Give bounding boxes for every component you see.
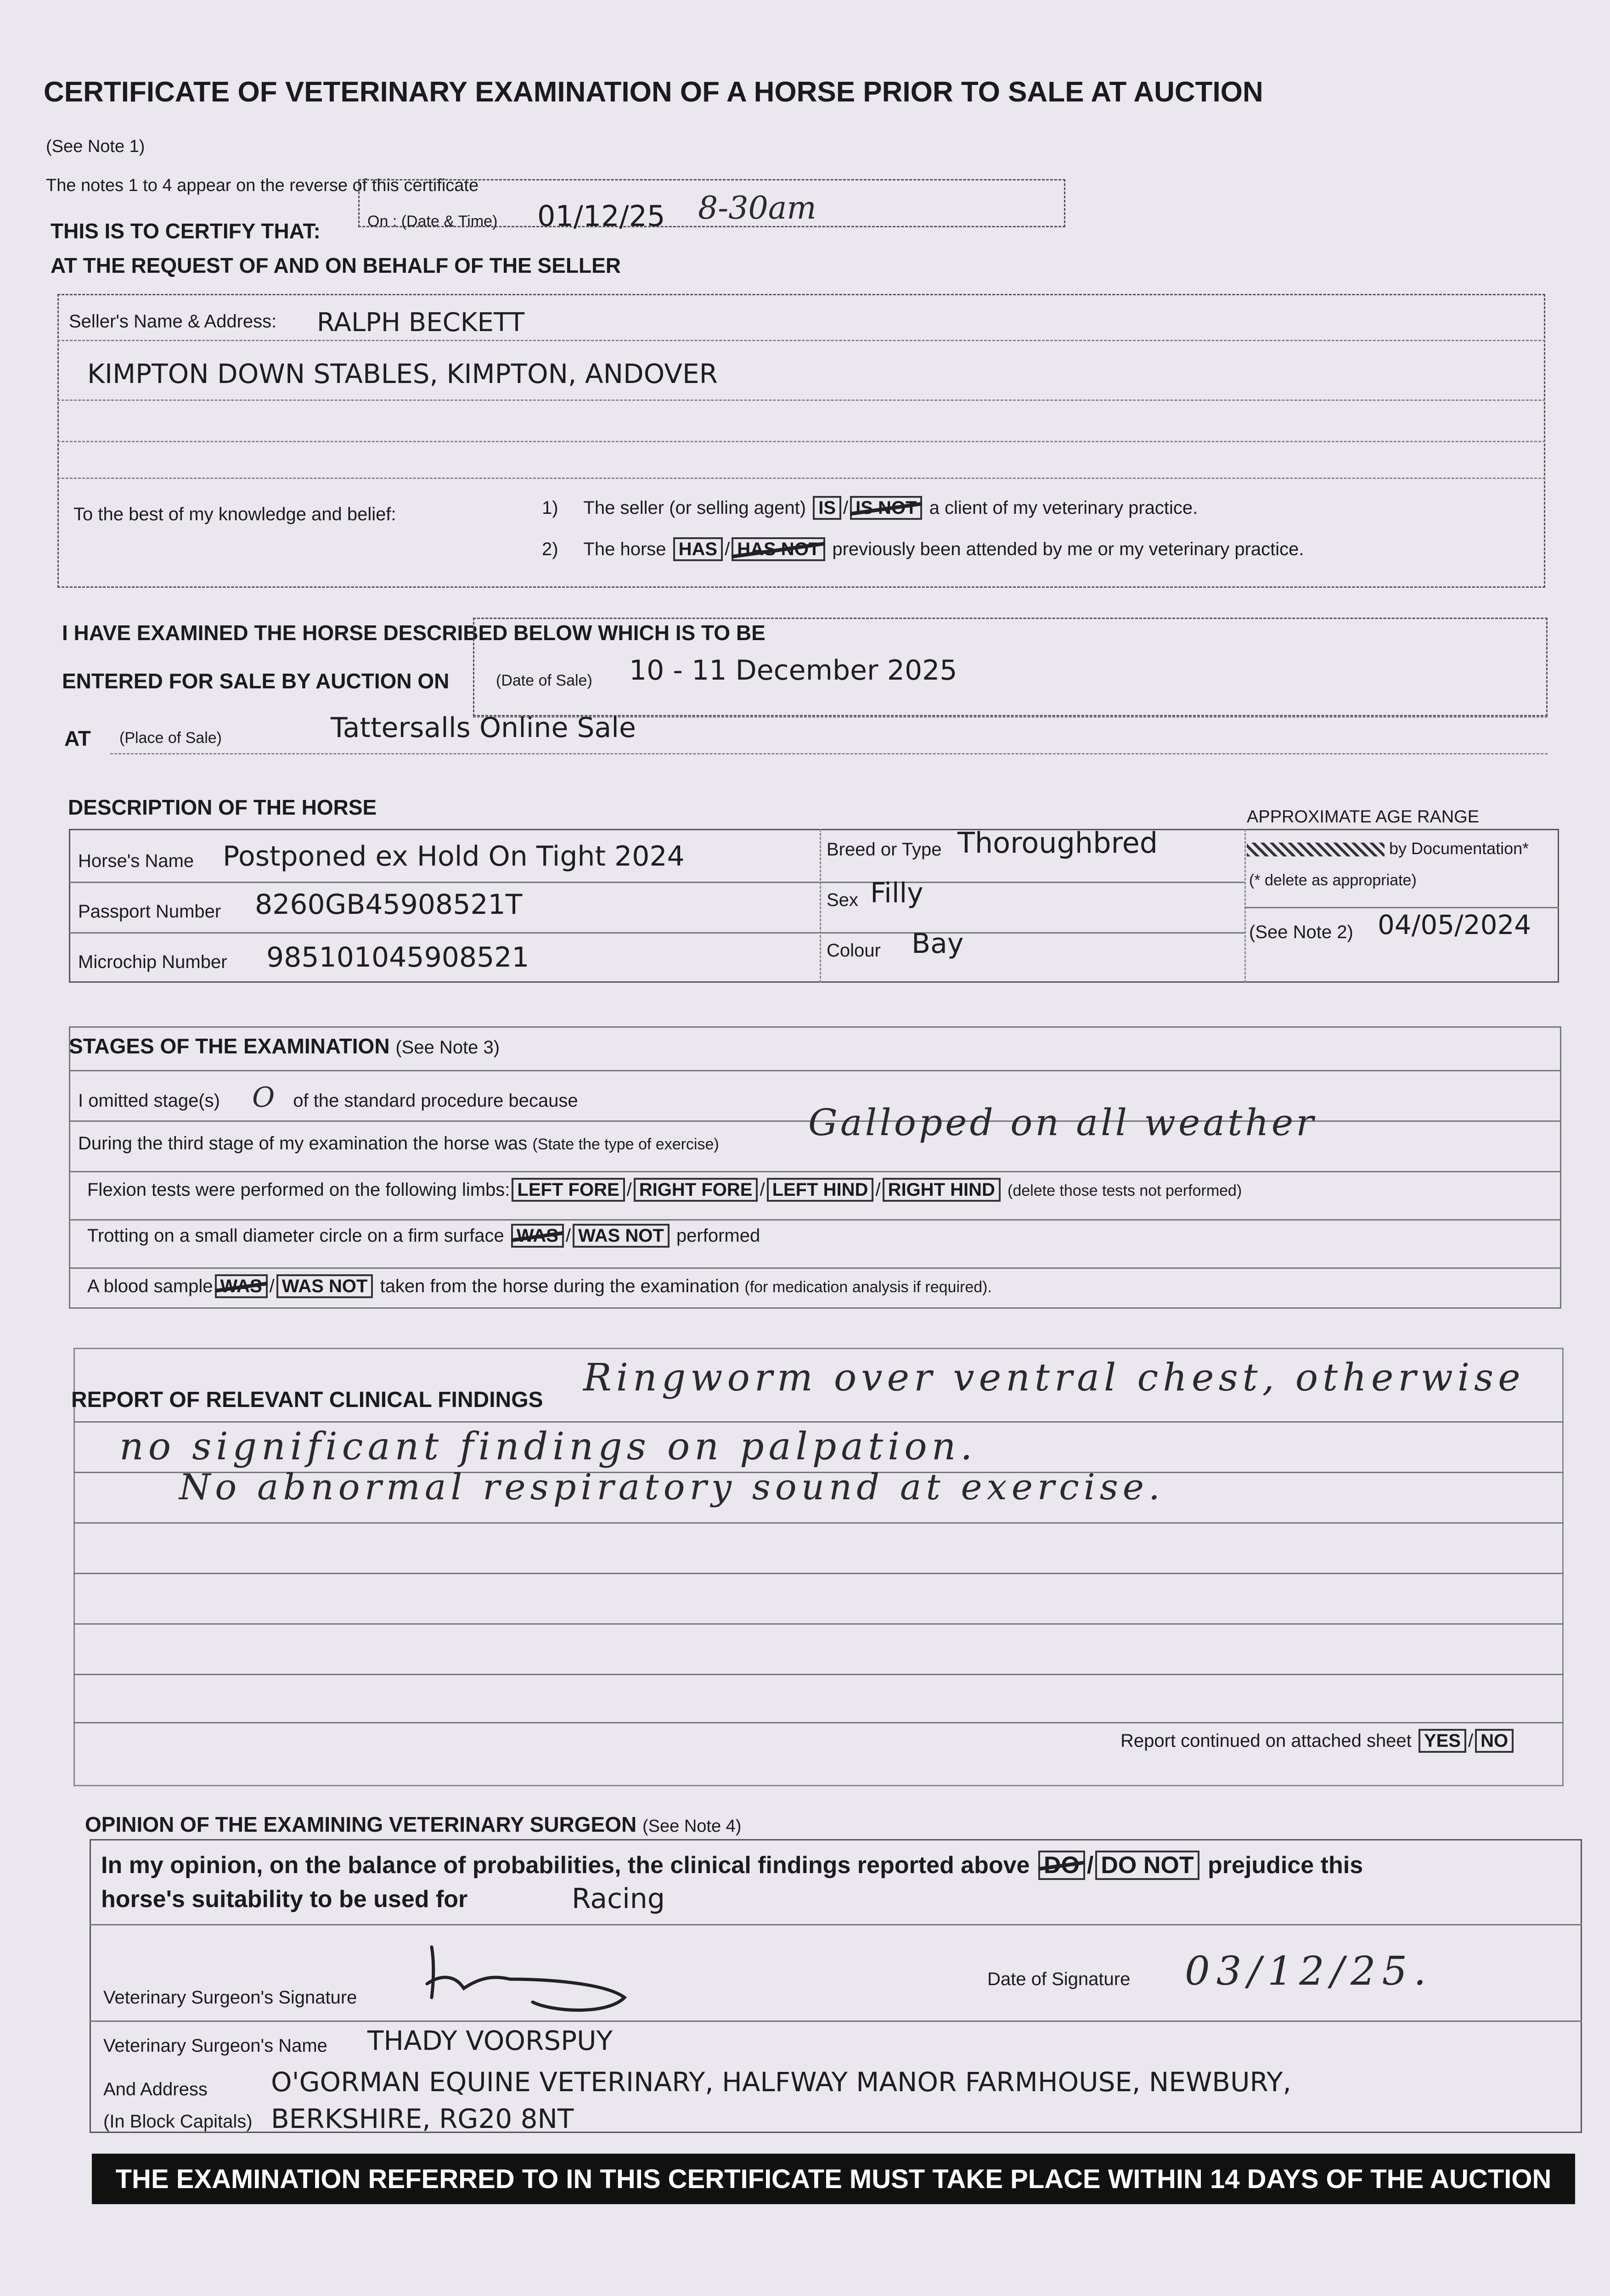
report-continued-yes: YES xyxy=(1419,1729,1466,1753)
item2-post: previously been attended by me or my veterinary practice. xyxy=(832,539,1304,559)
item2-option-has: HAS xyxy=(673,537,723,561)
report-line-2: no significant findings on palpation. xyxy=(119,1425,977,1469)
stages-line-2 xyxy=(69,1171,1561,1172)
horse-name-value: Postponed ex Hold On Tight 2024 xyxy=(223,840,685,872)
report-rule-4 xyxy=(73,1573,1564,1574)
opinion-text-post: prejudice this xyxy=(1208,1852,1363,1879)
passport-label: Passport Number xyxy=(78,901,221,922)
sex-label: Sex xyxy=(827,890,858,910)
flexion-left-hind: LEFT HIND xyxy=(767,1178,874,1202)
horse-name-label: Horse's Name xyxy=(78,851,194,871)
examined-place-value: Tattersalls Online Sale xyxy=(331,712,636,744)
report-continued-row: Report continued on attached sheet YES / NO xyxy=(1120,1729,1515,1753)
trotting-option-was-not: WAS NOT xyxy=(573,1224,670,1248)
date-sig-value: 03/12/25. xyxy=(1185,1948,1433,1994)
item2-num: 2) xyxy=(542,539,558,559)
item1-option-is-not: IS NOT xyxy=(850,496,922,520)
desc-col-2 xyxy=(1244,829,1246,983)
sex-value: Filly xyxy=(870,877,923,909)
report-rule-5 xyxy=(73,1623,1564,1625)
age-value: 04/05/2024 xyxy=(1378,909,1531,940)
microchip-value: 985101045908521 xyxy=(266,941,529,974)
opinion-rule-2 xyxy=(90,2020,1582,2022)
omitted-post: of the standard procedure because xyxy=(293,1091,578,1111)
opinion-option-do-not: DO NOT xyxy=(1095,1851,1199,1880)
certify-date: 01/12/25 xyxy=(537,199,665,233)
opinion-line2: horse's suitability to be used for xyxy=(101,1886,468,1913)
opinion-heading-text: OPINION OF THE EXAMINING VETERINARY SURGEON xyxy=(85,1812,637,1836)
item1-sep: / xyxy=(843,498,849,518)
opinion-option-do: DO xyxy=(1038,1851,1085,1880)
third-stage-label: During the third stage of my examination the horse was xyxy=(78,1133,528,1154)
age-heading: APPROXIMATE AGE RANGE xyxy=(1247,807,1480,827)
age-struck-text xyxy=(1247,843,1385,856)
third-stage-value: Galloped on all weather xyxy=(808,1101,1317,1144)
trotting-option-was: WAS xyxy=(511,1224,564,1248)
seller-line-1 xyxy=(57,340,1545,341)
passport-value: 8260GB45908521T xyxy=(255,889,523,921)
age-by-doc-row xyxy=(1247,840,1529,857)
opinion-text-pre: In my opinion, on the balance of probabilities, the clinical findings reported above xyxy=(101,1852,1030,1879)
description-heading: DESCRIPTION OF THE HORSE xyxy=(68,795,377,819)
report-rule-7 xyxy=(73,1722,1564,1723)
examined-place-line xyxy=(110,753,1548,754)
stages-line-4 xyxy=(69,1267,1561,1269)
third-stage-row xyxy=(78,1134,719,1153)
flexion-pre: Flexion tests were performed on the following limbs: xyxy=(87,1180,510,1200)
omitted-value: O xyxy=(252,1081,275,1114)
examined-at-label: AT xyxy=(64,726,91,750)
seller-line-3 xyxy=(57,441,1545,442)
stages-box xyxy=(69,1026,1561,1309)
breed-label: Breed or Type xyxy=(827,839,942,860)
flexion-post: (delete those tests not performed) xyxy=(1008,1182,1242,1199)
colour-label: Colour xyxy=(827,940,881,961)
item2-sep: / xyxy=(725,539,730,559)
report-rule-3 xyxy=(73,1522,1564,1524)
examined-date-value: 10 - 11 December 2025 xyxy=(629,654,957,687)
blood-option-was: WAS xyxy=(215,1274,268,1298)
vet-name-value: THADY VOORSPUY xyxy=(367,2025,613,2056)
examined-line2: ENTERED FOR SALE BY AUCTION ON xyxy=(62,669,450,693)
flexion-right-fore: RIGHT FORE xyxy=(634,1178,758,1202)
item1-post: a client of my veterinary practice. xyxy=(929,498,1198,518)
opinion-rule-1 xyxy=(90,1924,1582,1925)
see-note-1: (See Note 1) xyxy=(46,137,145,156)
age-delete: (* delete as appropriate) xyxy=(1249,872,1417,889)
desc-row-line-2 xyxy=(69,932,1244,934)
report-continued-no: NO xyxy=(1475,1729,1514,1753)
address-line-2: BERKSHIRE, RG20 8NT xyxy=(271,2103,574,2134)
seller-name: RALPH BECKETT xyxy=(317,308,525,338)
signature-scribble-icon xyxy=(413,1929,652,2016)
address-label: And Address xyxy=(103,2079,208,2099)
item1-option-is: IS xyxy=(813,496,841,520)
blood-note: (for medication analysis if required). xyxy=(744,1278,992,1296)
item1-pre: The seller (or selling agent) xyxy=(583,498,806,518)
flexion-row: Flexion tests were performed on the following limbs: LEFT FORE / RIGHT FORE / LEFT HIND / RIGHT HIND (delete those tests not performed) xyxy=(87,1178,1242,1202)
age-by-doc: by Documentation* xyxy=(1389,839,1529,858)
certify-label: THIS IS TO CERTIFY THAT: xyxy=(51,219,321,243)
breed-value: Thoroughbred xyxy=(957,826,1158,860)
omitted-row xyxy=(78,1081,578,1114)
signature-label: Veterinary Surgeon's Signature xyxy=(103,1987,357,2008)
trotting-pre: Trotting on a small diameter circle on a firm surface xyxy=(87,1226,504,1246)
stages-line-0 xyxy=(69,1070,1561,1071)
stages-heading-note: (See Note 3) xyxy=(395,1037,500,1058)
opinion-use-value: Racing xyxy=(572,1883,665,1915)
item2-pre: The horse xyxy=(583,539,666,559)
item1-num: 1) xyxy=(542,498,558,518)
desc-age-line xyxy=(1244,907,1559,908)
report-continued-label: Report continued on attached sheet xyxy=(1120,1731,1412,1751)
age-note: (See Note 2) xyxy=(1249,922,1353,942)
microchip-label: Microchip Number xyxy=(78,952,227,972)
knowledge-item1 xyxy=(542,496,1198,520)
address-line-1: O'GORMAN EQUINE VETERINARY, HALFWAY MANOR FARMHOUSE, NEWBURY, xyxy=(271,2066,1291,2098)
notes-line: The notes 1 to 4 appear on the reverse of this certificate xyxy=(46,176,479,195)
knowledge-item2 xyxy=(542,537,1304,561)
opinion-heading-note: (See Note 4) xyxy=(642,1817,742,1836)
examined-place-label: (Place of Sale) xyxy=(119,729,222,747)
stages-line-3 xyxy=(69,1219,1561,1221)
examined-date-label: (Date of Sale) xyxy=(496,672,592,689)
report-rule-6 xyxy=(73,1674,1564,1675)
trotting-row: Trotting on a small diameter circle on a firm surface WAS / WAS NOT performed xyxy=(87,1224,760,1248)
date-sig-label: Date of Signature xyxy=(987,1969,1131,1989)
item2-option-has-not: HAS NOT xyxy=(732,537,825,561)
certify-time: 8-30am xyxy=(698,190,816,226)
omitted-pre: I omitted stage(s) xyxy=(78,1091,220,1111)
report-line-1: Ringworm over ventral chest, otherwise xyxy=(583,1356,1525,1400)
seller-address: KIMPTON DOWN STABLES, KIMPTON, ANDOVER xyxy=(87,358,718,389)
report-heading: REPORT OF RELEVANT CLINICAL FINDINGS xyxy=(71,1388,543,1412)
page-title: CERTIFICATE OF VETERINARY EXAMINATION OF A HORSE PRIOR TO SALE AT AUCTION xyxy=(44,76,1263,108)
address-label-2: (In Block Capitals) xyxy=(103,2111,253,2132)
seller-line-4 xyxy=(57,478,1545,479)
examined-line1: I HAVE EXAMINED THE HORSE DESCRIBED BELOW WHICH IS TO BE xyxy=(62,621,766,645)
report-line-3: No abnormal respiratory sound at exercise. xyxy=(179,1467,1165,1508)
desc-row-line-1 xyxy=(69,882,1244,883)
opinion-text-row: In my opinion, on the balance of probabilities, the clinical findings reported above DO / DO NOT prejudice this xyxy=(101,1851,1363,1880)
desc-col-1 xyxy=(820,829,821,983)
opinion-heading xyxy=(85,1814,741,1835)
flexion-left-fore: LEFT FORE xyxy=(512,1178,625,1202)
blood-post: taken from the horse during the examination xyxy=(380,1276,740,1296)
blood-option-was-not: WAS NOT xyxy=(276,1274,373,1298)
footer-banner: THE EXAMINATION REFERRED TO IN THIS CERTIFICATE MUST TAKE PLACE WITHIN 14 DAYS OF THE AUCTION xyxy=(92,2154,1575,2204)
blood-pre: A blood sample xyxy=(87,1276,213,1296)
seller-line-2 xyxy=(57,400,1545,401)
vet-name-label: Veterinary Surgeon's Name xyxy=(103,2036,327,2056)
colour-value: Bay xyxy=(912,928,964,960)
report-box xyxy=(73,1348,1564,1786)
stages-heading-text: STAGES OF THE EXAMINATION xyxy=(69,1034,390,1058)
certify-on-label: On : (Date & Time) xyxy=(367,213,498,230)
seller-name-label: Seller's Name & Address: xyxy=(69,311,277,332)
knowledge-label: To the best of my knowledge and belief: xyxy=(73,504,396,524)
blood-row: A blood sample WAS / WAS NOT taken from the horse during the examination (for medication analysis if required). xyxy=(87,1274,992,1298)
flexion-right-hind: RIGHT HIND xyxy=(883,1178,1001,1202)
third-stage-note: (State the type of exercise) xyxy=(532,1136,719,1153)
request-heading: AT THE REQUEST OF AND ON BEHALF OF THE SELLER xyxy=(51,253,621,277)
trotting-post: performed xyxy=(676,1226,760,1246)
report-rule-1 xyxy=(73,1421,1564,1423)
